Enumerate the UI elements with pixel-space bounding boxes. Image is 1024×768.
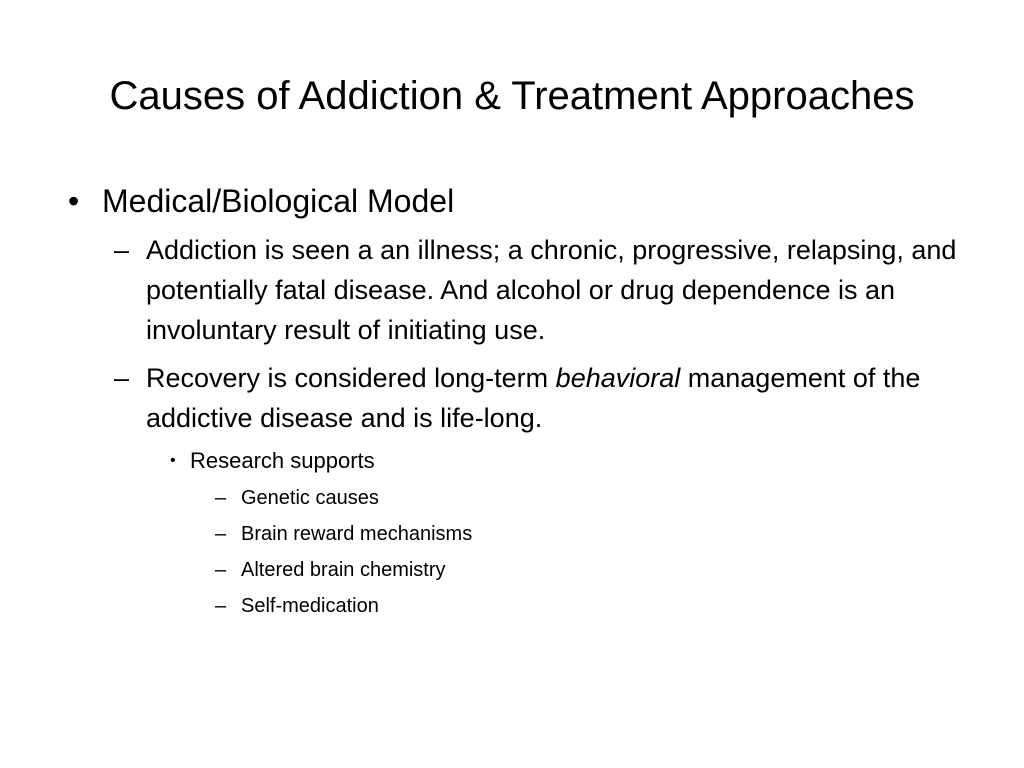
list-item-text: Altered brain chemistry xyxy=(241,559,446,581)
dash-marker: – xyxy=(215,595,227,617)
sub-bullet-text-before: Recovery is considered long-term xyxy=(146,363,556,393)
list-item-text: Genetic causes xyxy=(241,487,379,509)
sub-bullet-recovery xyxy=(60,358,960,438)
dash-marker: – xyxy=(215,487,227,509)
list-item-brain-reward-mechanisms xyxy=(60,520,960,548)
sub-bullet-text: Addiction is seen a an illness; a chronic, progressive, relapsing, and potentially fatal disease. And alcohol or drug dependence is an involuntary result of initiating use. xyxy=(146,235,957,345)
sub-sub-bullet-research-supports xyxy=(60,446,960,476)
bullet-marker: • xyxy=(68,183,80,219)
bullet-medical-biological-model xyxy=(60,180,960,222)
sub-sub-bullet-text: Research supports xyxy=(190,448,375,473)
sub-bullet-addiction-illness xyxy=(60,230,960,350)
slide-title: Causes of Addiction & Treatment Approaches xyxy=(109,74,915,118)
bullet-text: Medical/Biological Model xyxy=(102,183,455,219)
bullet-marker: • xyxy=(170,452,176,469)
list-item-genetic-causes xyxy=(60,484,960,512)
list-item-text: Self-medication xyxy=(241,595,379,617)
sub-bullet-text-after: management of the addictive disease and is life-long. xyxy=(146,363,921,433)
slide-content xyxy=(60,180,960,620)
dash-marker: – xyxy=(215,523,227,545)
dash-marker: – xyxy=(114,363,130,393)
sub-bullet-text-italic: behavioral xyxy=(555,363,681,393)
dash-marker: – xyxy=(215,559,227,581)
dash-marker: – xyxy=(114,235,130,265)
list-item-text: Brain reward mechanisms xyxy=(241,523,473,545)
list-item-altered-brain-chemistry xyxy=(60,556,960,584)
list-item-self-medication xyxy=(60,592,960,620)
